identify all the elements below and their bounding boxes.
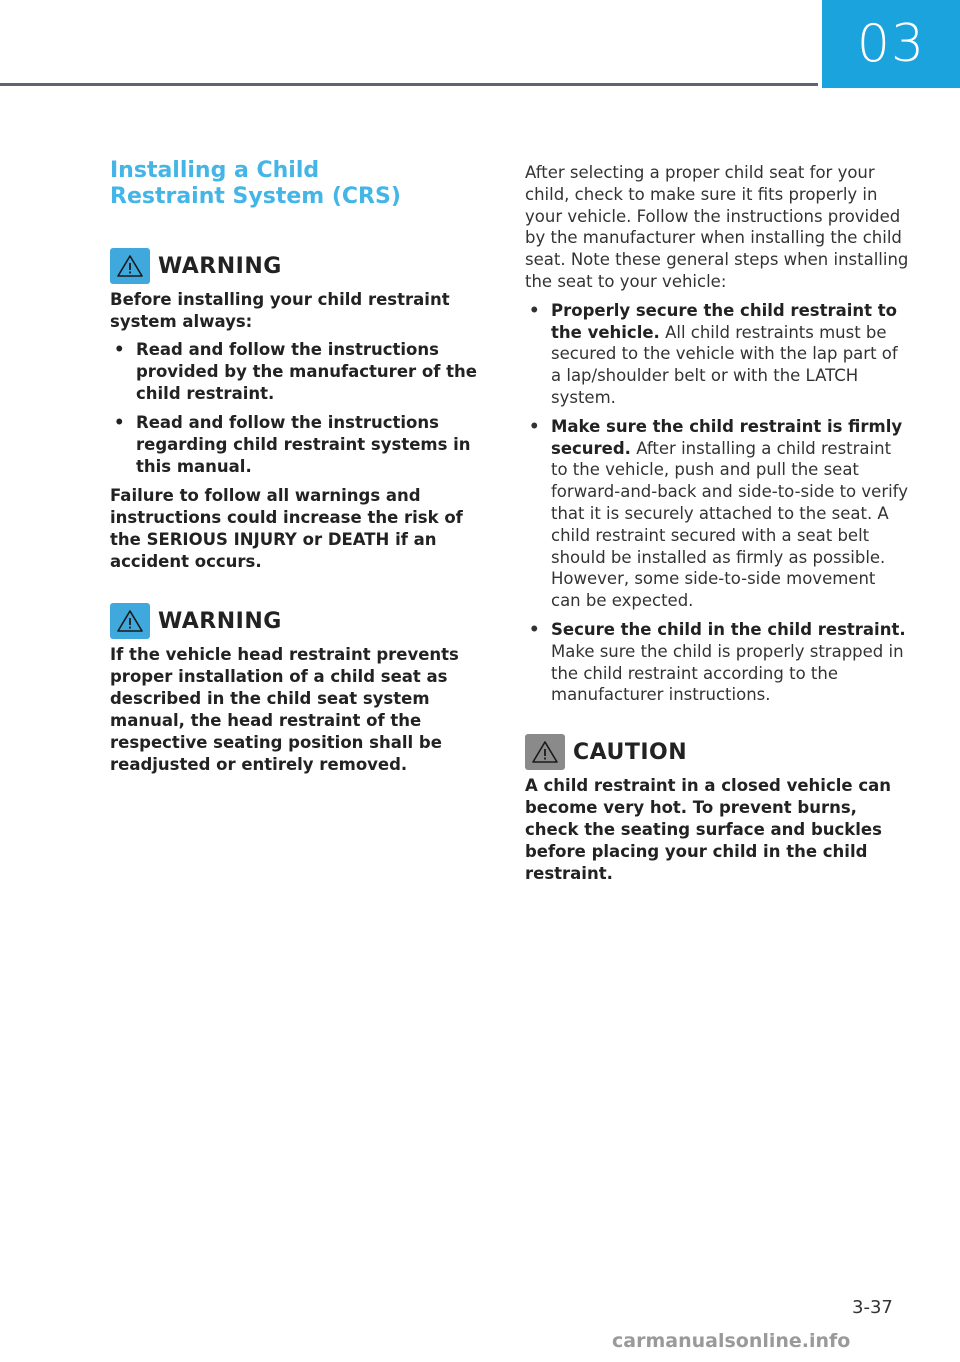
list-item: • Read and follow the instructions provided by the manufacturer of the child restraint. — [114, 340, 477, 403]
list-item: • Properly secure the child restraint to the vehicle. All child restraints must be secured to the vehicle with the lap part of a lap/shoulder belt or with the LATCH system. — [529, 300, 898, 407]
warning-box-2 — [110, 603, 485, 776]
left-column — [110, 158, 485, 776]
section-title: Installing a Child Restraint System (CRS) — [110, 158, 401, 209]
steps-list — [525, 300, 910, 706]
warning-label: WARNING — [158, 253, 282, 279]
list-item: • Read and follow the instructions regarding child restraint systems in this manual. — [114, 413, 471, 476]
intro-paragraph: After selecting a proper child seat for your child, check to make sure it fits properly in your vehicle. Follow the instructions provided by the manufacturer when installing the child seat. Note these general steps when installing the seat to your vehicle: — [525, 163, 909, 291]
page-number: 3-37 — [852, 1297, 893, 1318]
caution-label: CAUTION — [573, 739, 688, 765]
right-column — [525, 162, 910, 885]
chapter-tab: 03 — [822, 0, 960, 88]
warning-text: If the vehicle head restraint prevents proper installation of a child seat as described in the child seat system manual, the head restraint of the respective seating position shall be readjusted or entirely removed. — [110, 645, 459, 774]
header-rule — [0, 83, 818, 86]
warning-label: WARNING — [158, 608, 282, 634]
warning-triangle-icon — [110, 248, 150, 284]
caution-box — [525, 734, 910, 885]
warning-outro: Failure to follow all warnings and instructions could increase the risk of the SERIOUS INJURY or DEATH if an accident occurs. — [110, 486, 463, 571]
list-item: • Make sure the child restraint is firmly secured. After installing a child restraint to the vehicle, push and pull the seat forward-and-back and side-to-side to verify that it is securely attached to the seat. A child restraint secured with a seat belt should be installed as firmly as possible. However, some side-to-side movement can be expected. — [529, 416, 908, 611]
warning-triangle-icon — [110, 603, 150, 639]
warning-bullets — [110, 339, 485, 478]
list-item: • Secure the child in the child restraint. Make sure the child is properly strapped in the child restraint according to the manufacturer instructions. — [529, 619, 906, 705]
warning-box-1 — [110, 248, 485, 573]
warning-intro: Before installing your child restraint system always: — [110, 290, 450, 331]
watermark: carmanualsonline.info — [612, 1330, 851, 1352]
caution-text: A child restraint in a closed vehicle can become very hot. To prevent burns, check the seating surface and buckles before placing your child in the child restraint. — [525, 776, 891, 884]
caution-triangle-icon — [525, 734, 565, 770]
